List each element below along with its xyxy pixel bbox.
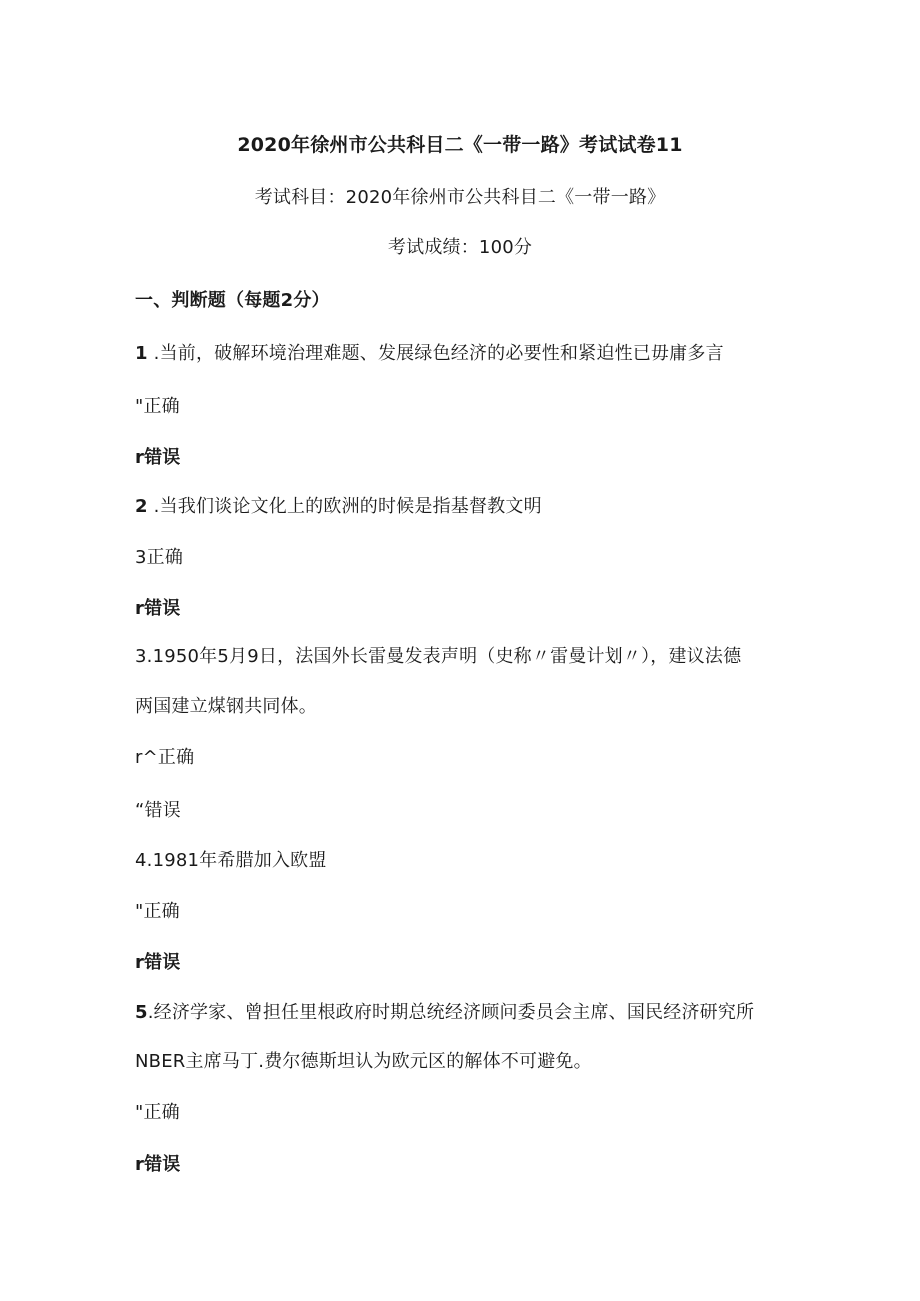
question-number: 5 [135, 1002, 148, 1023]
question-number: 1 [135, 343, 148, 364]
exam-score: 考试成绩：100分 [387, 237, 533, 258]
question-3-option-false[interactable]: “错误 [135, 800, 181, 821]
question-3-option-true[interactable]: r^正确 [135, 747, 195, 768]
question-1-option-true[interactable]: "正确 [135, 396, 180, 417]
question-text: .当我们谈论文化上的欧洲的时候是指基督教文明 [147, 496, 542, 517]
question-text: .当前，破解环境治理难题、发展绿色经济的必要性和紧迫性已毋庸多言 [147, 343, 724, 364]
question-5-option-true[interactable]: "正确 [135, 1102, 180, 1123]
question-4-option-false[interactable]: r错误 [135, 952, 181, 973]
question-1 [135, 342, 724, 366]
question-5-option-false[interactable]: r错误 [135, 1154, 181, 1175]
question-2 [135, 495, 542, 519]
question-number: 2 [135, 496, 148, 517]
question-3-line-2: 两国建立煤钢共同体。 [135, 696, 317, 717]
question-4-option-true[interactable]: "正确 [135, 901, 180, 922]
question-5-line-1 [135, 1001, 754, 1025]
question-2-option-true[interactable]: 3正确 [135, 547, 184, 568]
exam-subject: 考试科目：2020年徐州市公共科目二《一带一路》 [254, 187, 666, 208]
question-5-line-2: NBER主席马丁.费尔德斯坦认为欧元区的解体不可避免。 [135, 1051, 592, 1072]
exam-title: 2020年徐州市公共科目二《一带一路》考试试卷11 [237, 134, 683, 156]
section-heading: 一、判断题（每题2分） [135, 290, 330, 311]
question-4: 4.1981年希腊加入欧盟 [135, 850, 327, 871]
question-2-option-false[interactable]: r错误 [135, 598, 181, 619]
question-text: .经济学家、曾担任里根政府时期总统经济顾问委员会主席、国民经济研究所 [147, 1002, 755, 1023]
question-1-option-false[interactable]: r错误 [135, 447, 181, 468]
question-3-line-1: 3.1950年5月9日，法国外长雷曼发表声明（史称〃雷曼计划〃），建议法德 [135, 646, 742, 667]
